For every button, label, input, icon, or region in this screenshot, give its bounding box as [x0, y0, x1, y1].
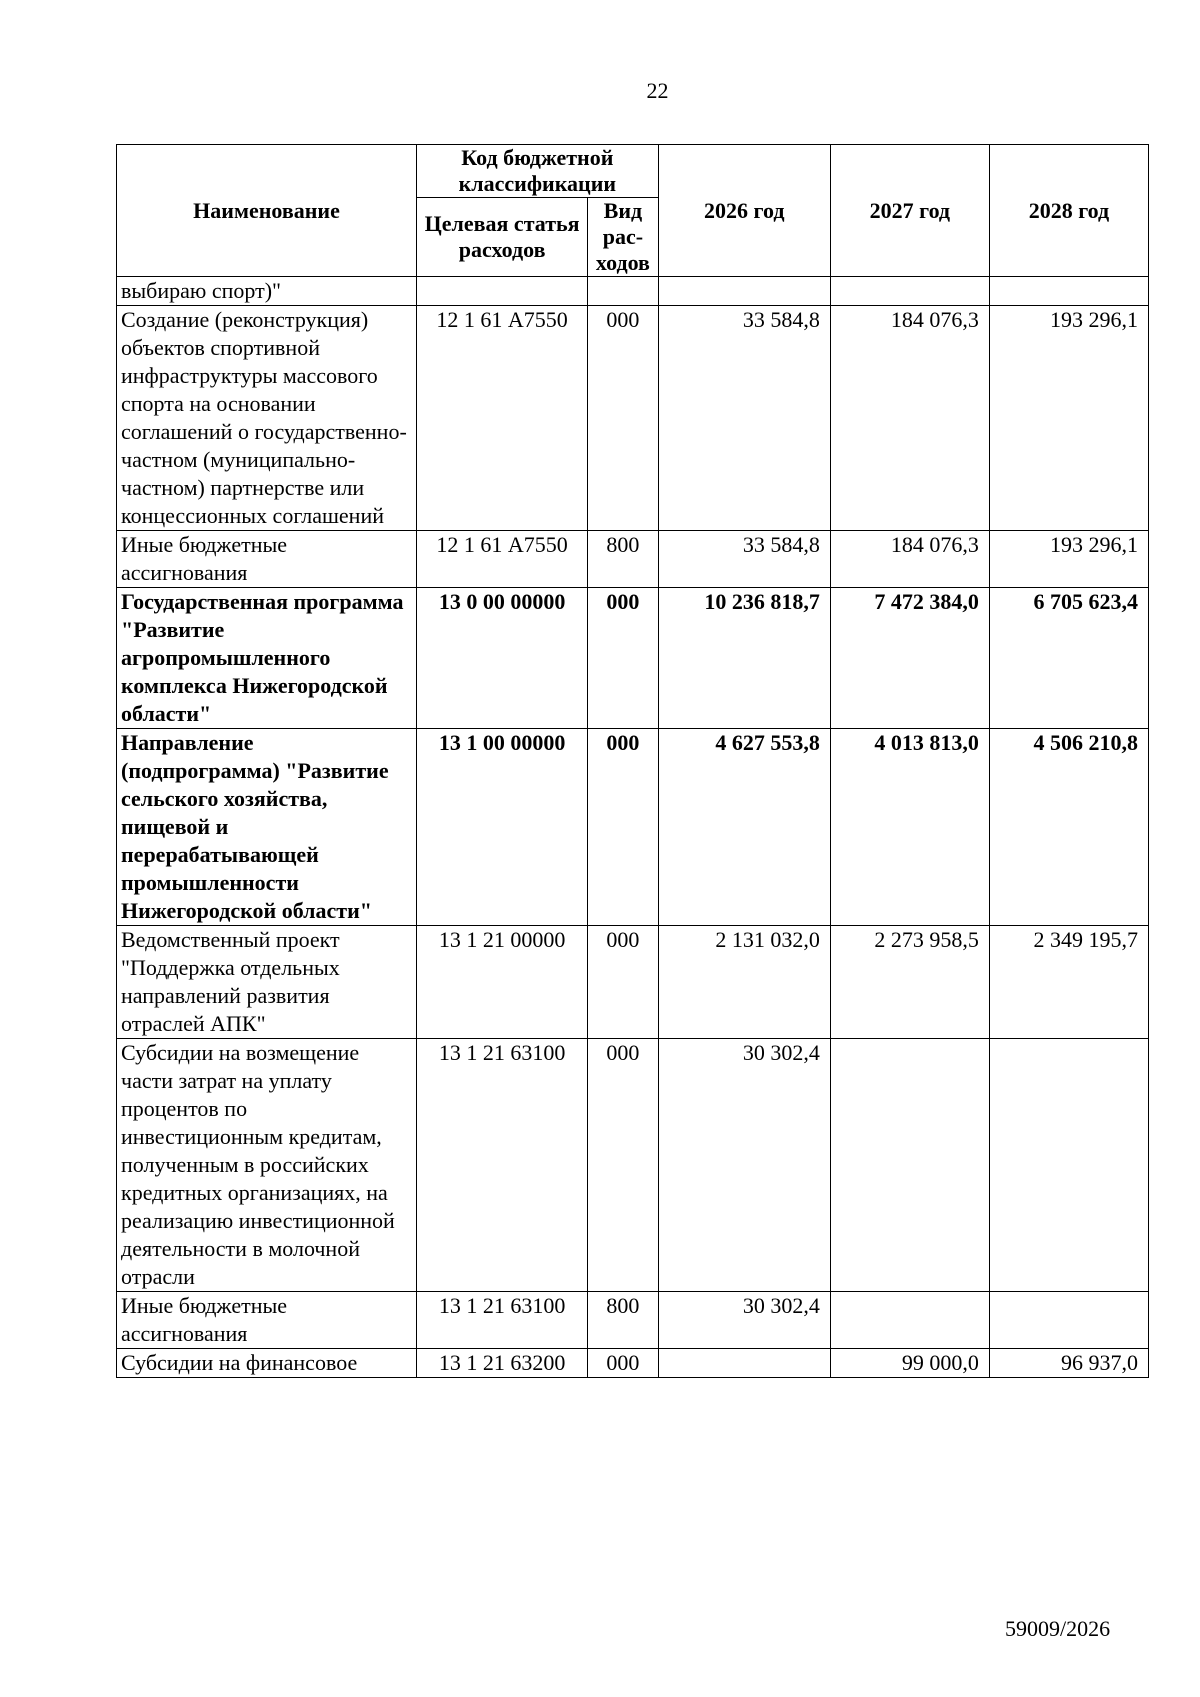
table-row — [117, 588, 1149, 729]
table-row — [117, 306, 1149, 531]
table-row — [117, 1039, 1149, 1292]
cell-2026 — [658, 277, 830, 306]
cell-expense-type: 000 — [588, 1349, 658, 1378]
cell-target-article: 13 1 21 00000 — [417, 926, 588, 1039]
header-2027: 2027 год — [830, 145, 989, 277]
cell-2026: 4 627 553,8 — [658, 729, 830, 926]
cell-2026 — [658, 1349, 830, 1378]
cell-expense-type: 000 — [588, 588, 658, 729]
cell-name: Субсидии на финансовое — [117, 1349, 417, 1378]
header-name: Наименование — [117, 145, 417, 277]
cell-2027 — [830, 277, 989, 306]
cell-target-article: 13 0 00 00000 — [417, 588, 588, 729]
header-2026: 2026 год — [658, 145, 830, 277]
cell-name: Субсидии на возмещение части затрат на уплату процентов по инвестиционным кредитам, полученным в российских кредитных организациях, на реализацию инвестиционной деятельности в молочной отрасли — [117, 1039, 417, 1292]
cell-expense-type: 000 — [588, 306, 658, 531]
cell-expense-type: 800 — [588, 1292, 658, 1349]
table-row — [117, 277, 1149, 306]
table-row — [117, 729, 1149, 926]
cell-2026: 33 584,8 — [658, 306, 830, 531]
cell-target-article: 13 1 00 00000 — [417, 729, 588, 926]
cell-name: Государственная программа "Развитие агропромышленного комплекса Нижегородской области" — [117, 588, 417, 729]
cell-expense-type: 000 — [588, 729, 658, 926]
cell-name: Иные бюджетные ассигнования — [117, 1292, 417, 1349]
cell-2026: 30 302,4 — [658, 1039, 830, 1292]
cell-2027: 184 076,3 — [830, 531, 989, 588]
cell-target-article: 12 1 61 А7550 — [417, 306, 588, 531]
cell-2028: 6 705 623,4 — [989, 588, 1148, 729]
cell-target-article: 13 1 21 63200 — [417, 1349, 588, 1378]
cell-2028: 96 937,0 — [989, 1349, 1148, 1378]
cell-2026: 10 236 818,7 — [658, 588, 830, 729]
cell-name: Направление (подпрограмма) "Развитие сельского хозяйства, пищевой и перерабатывающей промышленности Нижегородской области" — [117, 729, 417, 926]
cell-expense-type: 800 — [588, 531, 658, 588]
cell-2027: 184 076,3 — [830, 306, 989, 531]
document-number: 59009/2026 — [1005, 1616, 1111, 1641]
header-target-article: Целевая статья расходов — [417, 198, 588, 277]
cell-2028 — [989, 1039, 1148, 1292]
budget-table — [116, 144, 1149, 1378]
cell-target-article: 13 1 21 63100 — [417, 1292, 588, 1349]
cell-2026: 2 131 032,0 — [658, 926, 830, 1039]
cell-2028 — [989, 277, 1148, 306]
cell-expense-type: 000 — [588, 1039, 658, 1292]
cell-2027: 7 472 384,0 — [830, 588, 989, 729]
cell-expense-type: 000 — [588, 926, 658, 1039]
cell-2027 — [830, 1039, 989, 1292]
cell-target-article: 13 1 21 63100 — [417, 1039, 588, 1292]
cell-2028: 193 296,1 — [989, 306, 1148, 531]
cell-2027 — [830, 1292, 989, 1349]
cell-2027: 99 000,0 — [830, 1349, 989, 1378]
cell-2028: 2 349 195,7 — [989, 926, 1148, 1039]
cell-2027: 2 273 958,5 — [830, 926, 989, 1039]
cell-target-article — [417, 277, 588, 306]
header-expense-type: Вид рас-ходов — [588, 198, 658, 277]
cell-expense-type — [588, 277, 658, 306]
cell-name: Создание (реконструкция) объектов спортивной инфраструктуры массового спорта на основании соглашений о государственно-частном (муниципально-частном) партнерстве или концессионных соглашений — [117, 306, 417, 531]
cell-name: Иные бюджетные ассигнования — [117, 531, 417, 588]
header-2028: 2028 год — [989, 145, 1148, 277]
table-row — [117, 531, 1149, 588]
cell-2026: 30 302,4 — [658, 1292, 830, 1349]
cell-2028 — [989, 1292, 1148, 1349]
cell-2027: 4 013 813,0 — [830, 729, 989, 926]
cell-name: Ведомственный проект "Поддержка отдельных направлений развития отраслей АПК" — [117, 926, 417, 1039]
cell-name: выбираю спорт)" — [117, 277, 417, 306]
cell-2026: 33 584,8 — [658, 531, 830, 588]
table-row — [117, 1292, 1149, 1349]
cell-2028: 193 296,1 — [989, 531, 1148, 588]
cell-2028: 4 506 210,8 — [989, 729, 1148, 926]
cell-target-article: 12 1 61 А7550 — [417, 531, 588, 588]
table-row — [117, 1349, 1149, 1378]
table-row — [117, 926, 1149, 1039]
header-code-group: Код бюджетной классификации — [417, 145, 659, 198]
page-number: 22 — [646, 78, 669, 103]
